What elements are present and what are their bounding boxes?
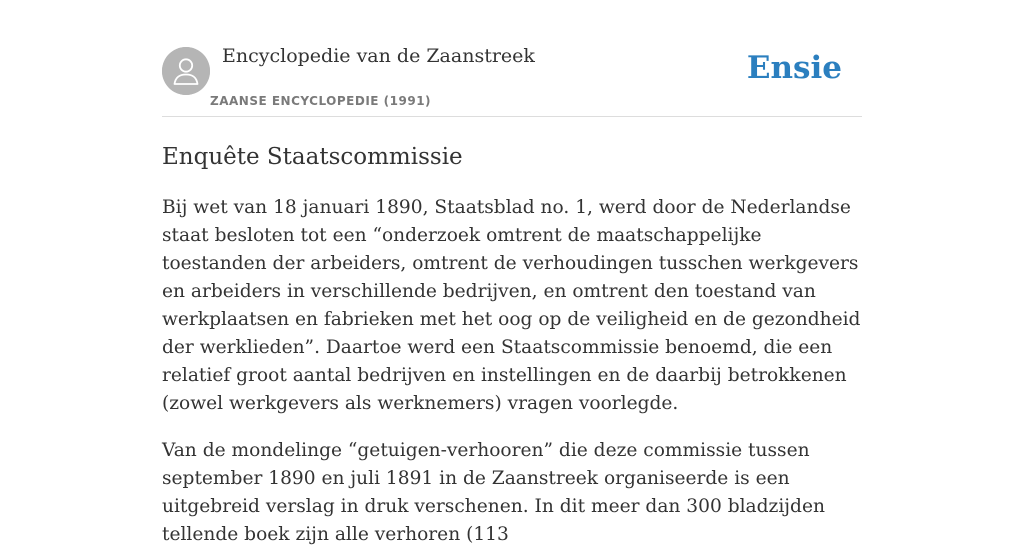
brand-logo-link[interactable]: Ensie (746, 50, 842, 86)
article-title: Enquête Staatscommissie (162, 144, 463, 170)
user-avatar-icon[interactable] (162, 47, 210, 95)
article-paragraph: Bij wet van 18 januari 1890, Staatsblad no. 1, werd door de Nederlandse staat besloten tot een “onderzoek omtrent de maatschappelijke toestanden der arbeiders, omtrent de verhoudingen tusschen werkgevers en arbeiders in verschillende bedrijven, en omtrent den toestand van werkplaatsen en fabrieken met het oog op de veiligheid en de gezondheid der werklieden”. Daartoe werd een Staatscommissie benoemd, die een relatief groot aantal bedrijven en instellingen en de daarbij betrokkenen (zowel werkgevers als werknemers) vragen voorlegde. (162, 197, 861, 414)
source-subtitle[interactable]: ZAANSE ENCYCLOPEDIE (1991) (210, 94, 432, 108)
source-header (162, 0, 862, 117)
content-container (162, 0, 862, 549)
article-paragraph: Van de mondelinge “getuigen-verhooren” die deze commissie tussen september 1890 en juli 1891 in de Zaanstreek organiseerde is een uitgebreid verslag in druk verschenen. In dit meer dan 300 bladzijden tellende boek zijn alle verhoren (113 (162, 440, 825, 545)
source-title[interactable]: Encyclopedie van de Zaanstreek (222, 45, 535, 67)
